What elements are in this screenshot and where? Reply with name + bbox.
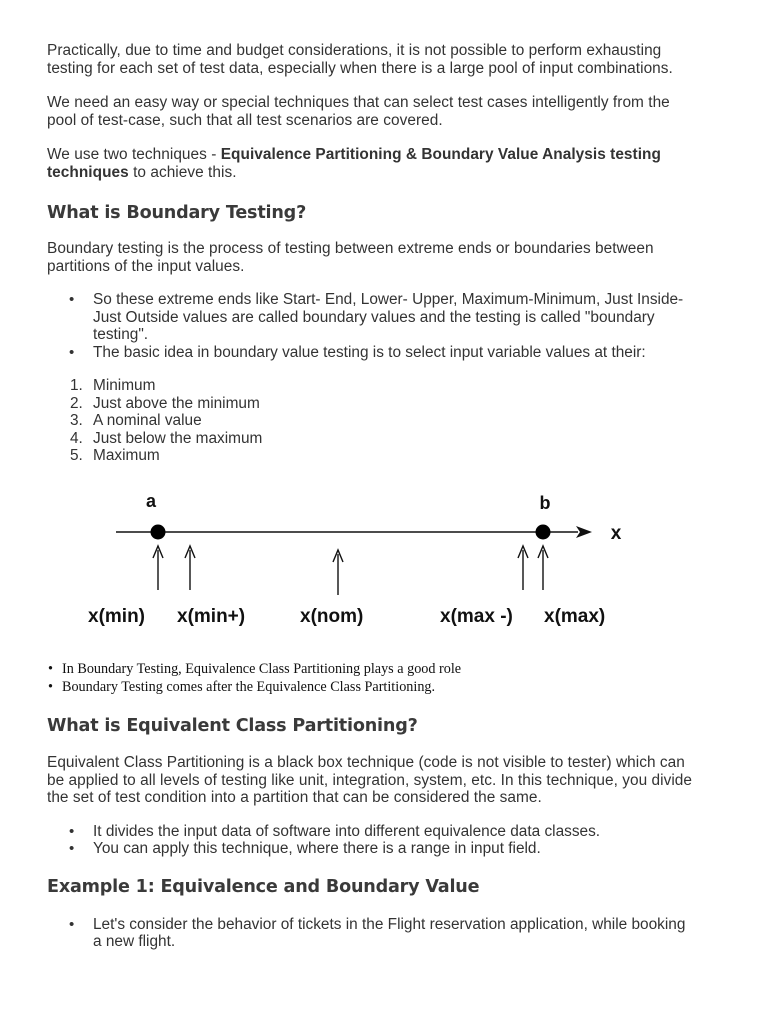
intro-paragraph-2: We need an easy way or special techniques that can select test cases intelligently from the pool of test-case, such that all test scenarios are covered. [47, 94, 670, 129]
axis-arrowhead-icon [576, 526, 592, 538]
point-b-label: b [539, 493, 551, 513]
list-item: • In Boundary Testing, Equivalence Class Partitioning plays a good role [48, 661, 462, 677]
arrow-min-plus-icon [185, 546, 195, 590]
arrow-max-minus-icon [518, 546, 528, 590]
bullet-dot-icon: • [69, 291, 75, 308]
boundary-notes-list [47, 660, 727, 696]
boundary-description: Boundary testing is the process of testing between extreme ends or boundaries between partitions of the input values. [47, 240, 654, 275]
arrow-nom-icon [333, 550, 343, 595]
intro-paragraph-1: Practically, due to time and budget considerations, it is not possible to perform exhausting testing for each set of test data, especially when there is a large pool of input combinations. [47, 42, 673, 77]
point-a-dot [151, 525, 166, 540]
equivalence-heading: What is Equivalent Class Partitioning? [47, 716, 418, 736]
equivalence-description: Equivalent Class Partitioning is a black box technique (code is not visible to tester) which can be applied to all levels of testing like unit, integration, system, etc. In this technique, you divide the set of test condition into a partition that can be considered the same. [47, 754, 693, 806]
bullet-dot-icon: • [69, 840, 75, 857]
boundary-numbered-list [47, 377, 727, 465]
bullet-dot-icon: • [69, 915, 75, 933]
list-item: • So these extreme ends like Start- End, Lower- Upper, Maximum-Minimum, Just Inside- Just Outside values are called boundary values and the testing is called "boundary testing". [69, 291, 684, 343]
boundary-bullet-list [47, 291, 727, 361]
intro-paragraph-3: We use two techniques - Equivalence Partitioning & Boundary Value Analysis testing techniques to achieve this. [47, 146, 661, 181]
list-item: • The basic idea in boundary value testing is to select input variable values at their: [69, 343, 646, 361]
x-nom-label: x(nom) [300, 606, 364, 627]
list-item: • Let's consider the behavior of tickets in the Flight reservation application, while booking a new flight. [69, 915, 686, 950]
list-item: • It divides the input data of software into different equivalence data classes. [69, 822, 601, 840]
x-min-plus-label: x(min+) [177, 606, 246, 627]
list-item: 3. A nominal value [70, 412, 202, 429]
example-bullet-list [47, 916, 727, 951]
bullet-icon-name [0, 0, 1, 1]
x-max-minus-label: x(max -) [440, 606, 513, 627]
boundary-testing-heading: What is Boundary Testing? [47, 203, 307, 223]
list-item: 4. Just below the maximum [70, 429, 263, 447]
point-b-dot [536, 525, 551, 540]
arrow-min-icon [153, 546, 163, 590]
list-item: • Boundary Testing comes after the Equivalence Class Partitioning. [48, 679, 436, 695]
x-min-label: x(min) [88, 606, 145, 627]
x-max-label: x(max) [544, 606, 606, 627]
point-a-label: a [145, 491, 157, 511]
bullet-dot-icon: • [48, 679, 53, 695]
list-item: 2. Just above the minimum [70, 394, 260, 412]
list-item: 5. Maximum [70, 447, 160, 464]
axis-x-label: x [610, 523, 622, 544]
boundary-value-diagram [80, 485, 640, 635]
bullet-dot-icon: • [48, 661, 53, 677]
document-page-lower [47, 660, 727, 951]
example-heading: Example 1: Equivalence and Boundary Value [47, 876, 480, 897]
techniques-bold: Equivalence Partitioning & Boundary Value Analysis testing [220, 146, 661, 163]
arrow-max-icon [538, 546, 548, 590]
list-item: • You can apply this technique, where there is a range in input field. [69, 840, 541, 857]
equivalence-bullet-list [47, 823, 727, 858]
bullet-dot-icon: • [69, 822, 75, 840]
intro-full-text [0, 0, 1, 1]
bullet-dot-icon: • [69, 343, 75, 361]
list-item: 1. Minimum [70, 377, 156, 394]
document-page [47, 42, 727, 465]
